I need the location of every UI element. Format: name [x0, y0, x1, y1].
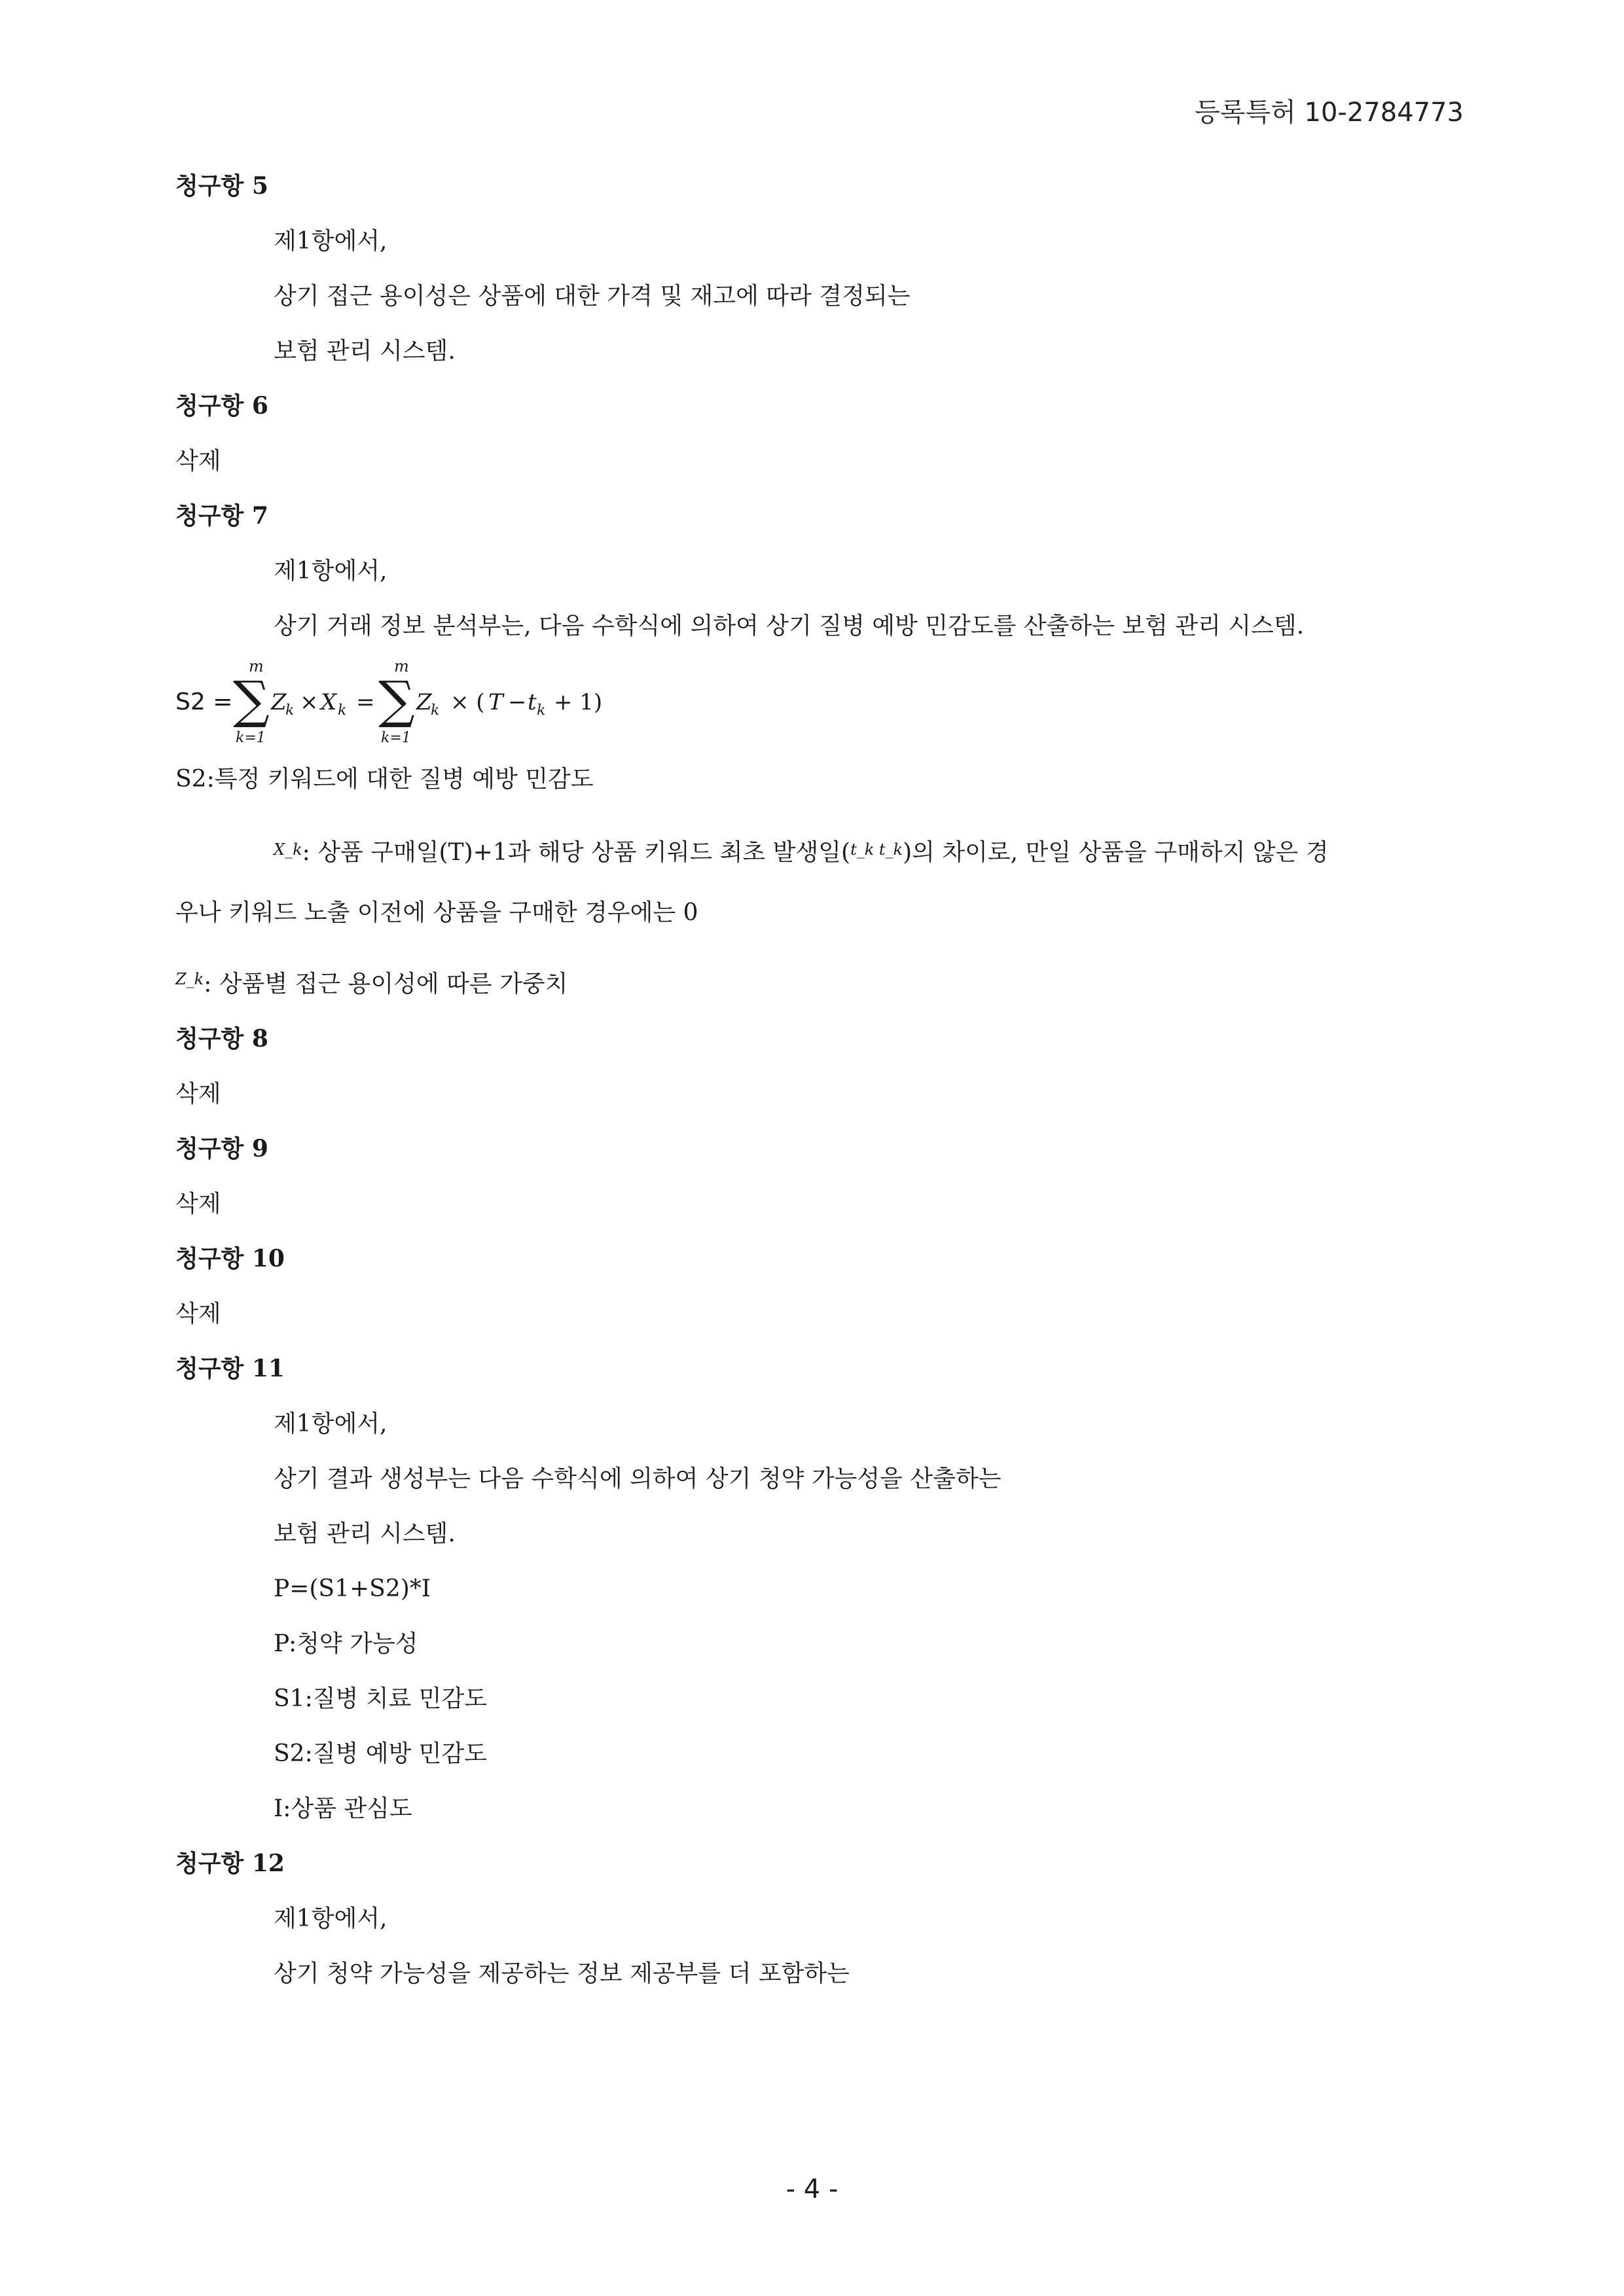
claim-7-def-zk	[175, 969, 1449, 1024]
claim-5-line-2: 상기 접근 용이성은 상품에 대한 가격 및 재고에 따라 결정되는	[274, 283, 911, 310]
patent-number: 등록특허 10-2784773	[1195, 98, 1464, 128]
claim-7-def-s2: S2:특정 키워드에 대한 질병 예방 민감도	[175, 766, 594, 793]
claim-7-title: 청구항 7	[175, 502, 268, 529]
claim-5-line-1: 제1항에서,	[274, 228, 388, 255]
page-number: - 4 -	[785, 2174, 839, 2204]
svg-text:m: m	[394, 657, 409, 675]
def-xk-text-c: 우나 키워드 노출 이전에 상품을 구매한 경우에는 0	[175, 899, 698, 926]
claim-11-line-1: 제1항에서,	[274, 1410, 388, 1437]
claim-11-line-2: 상기 결과 생성부는 다음 수학식에 의하여 상기 청약 가능성을 산출하는	[274, 1465, 1001, 1492]
claim-12-line-1: 제1항에서,	[274, 1905, 388, 1932]
claim-9-body: 삭제	[175, 1191, 221, 1217]
svg-text:k: k	[431, 702, 440, 719]
tk-symbol: t_k t_k	[850, 840, 903, 859]
claim-8-title: 청구항 8	[175, 1025, 268, 1052]
claim-11-formula: P=(S1+S2)*I	[274, 1575, 431, 1602]
claim-11-def-i: I:상품 관심도	[274, 1795, 412, 1822]
svg-text:Z: Z	[271, 689, 287, 715]
def-xk-text-a: : 상품 구매일(T)+1과 해당 상품 키워드 최초 발생일(	[302, 839, 851, 866]
claims-content	[175, 171, 1449, 2014]
claim-9-title: 청구항 9	[175, 1135, 268, 1162]
svg-text:×: ×	[300, 689, 319, 715]
def-zk-text: : 상품별 접근 용이성에 따른 가중치	[204, 971, 568, 997]
svg-text:+ 1): + 1)	[554, 689, 603, 715]
svg-text:Z: Z	[416, 689, 432, 715]
def-xk-text-b: )의 차이로, 만일 상품을 구매하지 않은 경	[903, 839, 1329, 866]
claim-5-title: 청구항 5	[175, 172, 268, 200]
s2-formula-image	[175, 652, 673, 750]
svg-text:t: t	[528, 689, 537, 715]
claim-10-title: 청구항 10	[175, 1245, 285, 1272]
svg-text:k: k	[338, 702, 347, 719]
claim-7-line-1: 제1항에서,	[274, 558, 388, 584]
zk-symbol: Z_k	[175, 970, 204, 988]
claim-6-title: 청구항 6	[175, 392, 268, 420]
claim-11-def-s2: S2:질병 예방 민감도	[274, 1740, 488, 1767]
svg-text:−: −	[508, 689, 527, 715]
svg-text:S2 =: S2 =	[175, 689, 233, 715]
claim-7-line-2: 상기 거래 정보 분석부는, 다음 수학식에 의하여 상기 질병 예방 민감도를 산출하는 보험 관리 시스템.	[274, 613, 1305, 639]
claim-12-title: 청구항 12	[175, 1850, 285, 1877]
svg-text:k=1: k=1	[236, 730, 266, 746]
claim-11-def-s1: S1:질병 치료 민감도	[274, 1685, 488, 1712]
claim-11-line-3: 보험 관리 시스템.	[274, 1520, 456, 1547]
claim-11-title: 청구항 11	[175, 1355, 285, 1382]
claim-7-def-xk	[175, 819, 1449, 943]
svg-text:× (: × (	[450, 689, 485, 715]
claim-7-formula	[175, 652, 1449, 750]
svg-text:k=1: k=1	[381, 730, 411, 746]
claim-12-line-2: 상기 청약 가능성을 제공하는 정보 제공부를 더 포함하는	[274, 1960, 850, 1987]
svg-text:X: X	[321, 689, 337, 715]
claim-11-def-p: P:청약 가능성	[274, 1630, 418, 1657]
claim-8-body: 삭제	[175, 1081, 221, 1107]
svg-text:T: T	[488, 689, 503, 715]
svg-text:=: =	[356, 689, 375, 715]
svg-text:m: m	[249, 657, 264, 675]
claim-6-body: 삭제	[175, 448, 221, 475]
svg-text:∑: ∑	[233, 671, 270, 730]
claim-5-line-3: 보험 관리 시스템.	[274, 338, 456, 365]
svg-text:∑: ∑	[378, 671, 415, 730]
svg-text:k: k	[285, 702, 295, 719]
xk-symbol: X_k	[274, 840, 302, 859]
claim-10-body: 삭제	[175, 1300, 221, 1327]
svg-text:k: k	[537, 702, 546, 719]
